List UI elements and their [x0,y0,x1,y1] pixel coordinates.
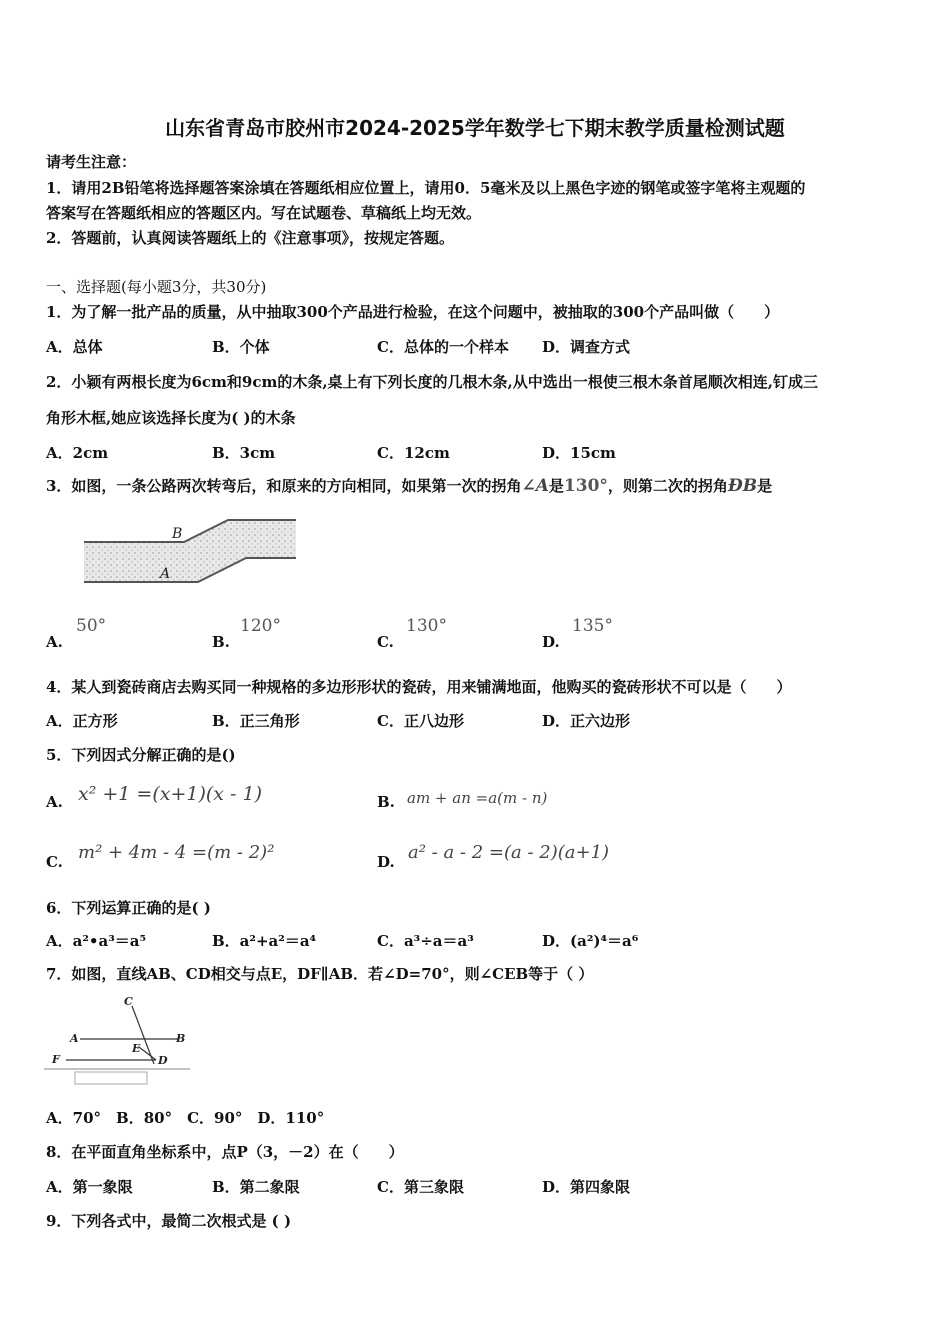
section-heading: 一、选择题(每小题3分，共30分) [46,278,267,296]
q5-option-b-label: B. [377,793,395,811]
question-4-stem: 4．某人到瓷砖商店去购买同一种规格的多边形形状的瓷砖，用来铺满地面，他购买的瓷砖形状不可以是（ ） [46,678,792,696]
q3-stem-a: 3．如图，一条公路两次转弯后，和原来的方向相同，如果第一次的拐角 [46,477,522,495]
q5-option-a-label: A. [46,793,63,811]
q3-fig-label-b: B [172,526,183,542]
q4-option-a: A．正方形 [46,712,118,730]
q3-option-a-value: 50° [76,616,107,636]
q1-option-b: B．个体 [212,338,270,356]
question-9-stem: 9．下列各式中，最简二次根式是 ( ) [46,1212,292,1230]
q8-option-c: C．第三象限 [377,1178,464,1196]
q3-stem-b: 是 [548,477,564,495]
question-2-stem: 2．小颖有两根长度为6cm和9cm的木条,桌上有下列长度的几根木条,从中选出一根使三根木条首尾顺次相连,钉成三 [46,373,818,391]
page-title: 山东省青岛市胶州市2024-2025学年数学七下期末教学质量检测试题 [165,116,785,140]
question-8-stem: 8．在平面直角坐标系中，点P（3，－2）在（ ） [46,1143,404,1161]
q6-option-d: D．(a²)⁴＝a⁶ [542,932,639,950]
q3-option-b-label: B. [212,633,230,651]
q4-option-d: D．正六边形 [542,712,631,730]
q3-stem-c: ，则第二次的拐角 [607,477,728,495]
q7-label-f: F [52,1053,60,1066]
notice-item: 2．答题前，认真阅读答题纸上的《注意事项》，按规定答题。 [46,229,454,247]
q3-angle-a: ∠A [521,476,549,496]
q5-option-c-label: C. [46,853,63,871]
q7-label-c: C [124,995,133,1008]
q3-option-b-value: 120° [240,616,281,636]
q8-option-d: D．第四象限 [542,1178,631,1196]
question-3-stem [46,476,772,496]
q8-option-b: B．第二象限 [212,1178,300,1196]
q1-option-c: C．总体的一个样本 [377,338,509,356]
q8-option-a: A．第一象限 [46,1178,133,1196]
q1-option-d: D．调查方式 [542,338,631,356]
q6-option-a: A．a²•a³＝a⁵ [46,932,147,950]
q3-option-a-label: A. [46,633,63,651]
road-figure [80,516,302,588]
q4-option-c: C．正八边形 [377,712,464,730]
q2-option-b: B．3cm [212,444,276,462]
question-1-stem: 1．为了解一批产品的质量，从中抽取300个产品进行检验，在这个问题中，被抽取的300个产品叫做（ ） [46,303,780,321]
notice-item: 1．请用2B铅笔将选择题答案涂填在答题纸相应位置上，请用0．5毫米及以上黑色字迹的钢笔或签字笔将主观题的 [46,179,806,197]
q1-option-a: A．总体 [46,338,103,356]
q3-option-c-label: C. [377,633,394,651]
lines-figure [44,992,194,1088]
q7-label-b: B [176,1032,186,1045]
q7-label-a: A [70,1032,79,1045]
q6-option-b: B．a²+a²＝a⁴ [212,932,317,950]
q5-option-c-expr: m² + 4m - 4 =(m - 2)² [78,842,275,863]
q3-option-d-value: 135° [572,616,613,636]
q3-fig-label-a: A [160,566,171,582]
question-6-stem: 6．下列运算正确的是( ) [46,899,211,917]
q3-option-c-value: 130° [406,616,447,636]
q2-option-d: D．15cm [542,444,616,462]
question-2-stem-cont: 角形木框,她应该选择长度为( )的木条 [46,409,296,427]
q7-options: A．70° B．80° C．90° D．110° [46,1109,325,1127]
q2-option-a: A．2cm [46,444,109,462]
question-7-stem: 7．如图，直线AB、CD相交与点E，DF∥AB．若∠D=70°，则∠CEB等于（ ） [46,965,594,983]
q4-option-b: B．正三角形 [212,712,300,730]
q5-option-d-label: D. [377,853,395,871]
q3-angle-value: 130° [563,476,608,496]
q7-label-d: D [158,1054,168,1067]
q5-option-a-expr: x² +1 =(x+1)(x - 1) [78,783,263,805]
q3-stem-d: 是 [757,477,773,495]
q3-option-d-label: D. [542,633,560,651]
q5-option-b-expr: am + an =a(m - n) [407,789,548,807]
notice-item: 答案写在答题纸相应的答题区内。写在试题卷、草稿纸上均无效。 [46,204,482,222]
notice-heading: 请考生注意： [46,153,137,171]
q6-option-c: C．a³÷a＝a³ [377,932,474,950]
q7-label-e: E [132,1042,141,1055]
q3-angle-b: ÐB [727,476,758,496]
question-5-stem: 5．下列因式分解正确的是() [46,746,236,764]
q2-option-c: C．12cm [377,444,450,462]
q5-option-d-expr: a² - a - 2 =(a - 2)(a+1) [408,842,610,863]
